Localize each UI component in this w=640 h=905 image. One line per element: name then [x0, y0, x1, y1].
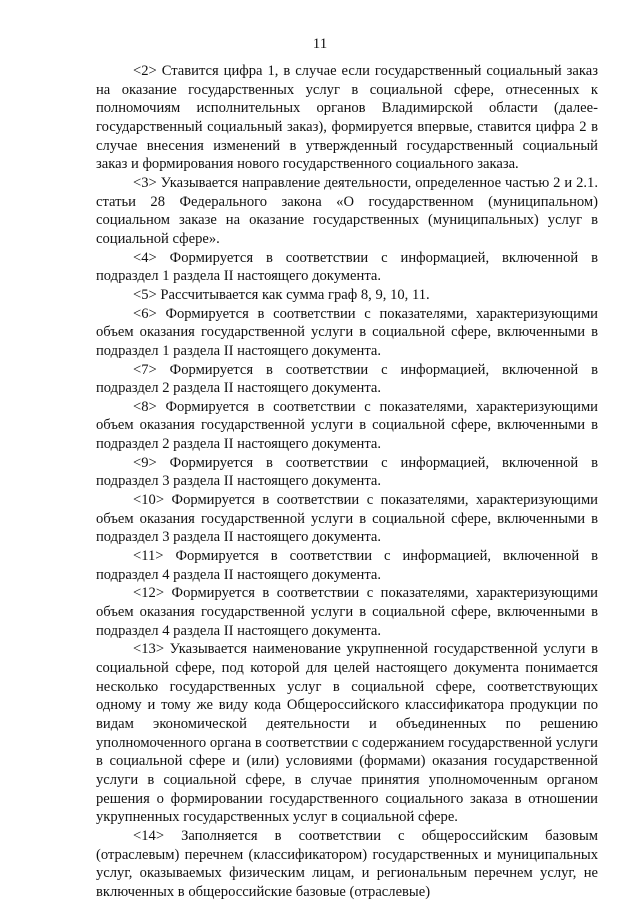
footnote-11: <11> Формируется в соответствии с информацией, включенной в подраздел 4 раздела II настоящего документа. — [96, 548, 598, 583]
footnote-14: <14> Заполняется в соответствии с общероссийским базовым (отраслевым) перечнем (классификатором) государственных и муниципальных услуг, оказываемых физическим лицам, и региональным перечнем услуг, не включенных в общероссийские базовые (отраслевые) — [96, 827, 598, 900]
footnote-7: <7> Формируется в соответствии с информацией, включенной в подраздел 2 раздела II настоящего документа. — [96, 361, 598, 397]
footnote-6: <6> Формируется в соответствии с показателями, характеризующими объем оказания государственной услуги в социальной сфере, включенными в подраздел 1 раздела II настоящего документа. — [96, 305, 598, 359]
footnote-12: <12> Формируется в соответствии с показателями, характеризующими объем оказания государственной услуги в социальной сфере, включенными в подраздел 4 раздела II настоящего документа. — [96, 585, 598, 639]
page-number: 11 — [312, 36, 328, 52]
footnote-5: <5> Рассчитывается как сумма граф 8, 9, 10, 11. — [133, 286, 430, 303]
footnotes-body — [96, 62, 598, 902]
footnote-9: <9> Формируется в соответствии с информацией, включенной в подраздел 3 раздела II настоящего документа. — [96, 454, 598, 490]
footnote-13: <13> Указывается наименование укрупненной государственной услуги в социальной сфере, под которой для целей настоящего документа понимается несколько государственных услуг в социальной сфере, соответствующих одному и тому же виду кода Общероссийского классификатора продукции по видам экономической деятельности и объединенных по решению уполномоченного органа в соответствии с содержанием государственной услуги в социальной сфере и (или) условиями (формами) оказания государственной услуги в социальной сфере, в случае принятия уполномоченным органом решения о формировании государственного социального заказа в отношении укрупненных государственных услуг в социальной сфере. — [96, 641, 598, 826]
footnote-2: <2> Ставится цифра 1, в случае если государственный социальный заказ на оказание государственных услуг в социальной сфере, отнесенных к полномочиям исполнительных органов Владимирской области (далее- государственный социальный заказ), формируется впервые, ставится цифра 2 в случае внесения изменений в утвержденный государственный социальный заказ и формирования нового государственного социального заказа. — [96, 63, 598, 173]
footnote-10: <10> Формируется в соответствии с показателями, характеризующими объем оказания государственной услуги в социальной сфере, включенными в подраздел 3 раздела II настоящего документа. — [96, 492, 598, 546]
footnote-8: <8> Формируется в соответствии с показателями, характеризующими объем оказания государственной услуги в социальной сфере, включенными в подраздел 2 раздела II настоящего документа. — [96, 398, 598, 453]
footnote-3: <3> Указывается направление деятельности, определенное частью 2 и 2.1. статьи 28 Федерального закона «О государственном (муниципальном) социальном заказе на оказание государственных (муниципальных) услуг в социальной сфере». — [96, 174, 598, 247]
footnote-4: <4> Формируется в соответствии с информацией, включенной в подраздел 1 раздела II настоящего документа. — [96, 249, 598, 285]
